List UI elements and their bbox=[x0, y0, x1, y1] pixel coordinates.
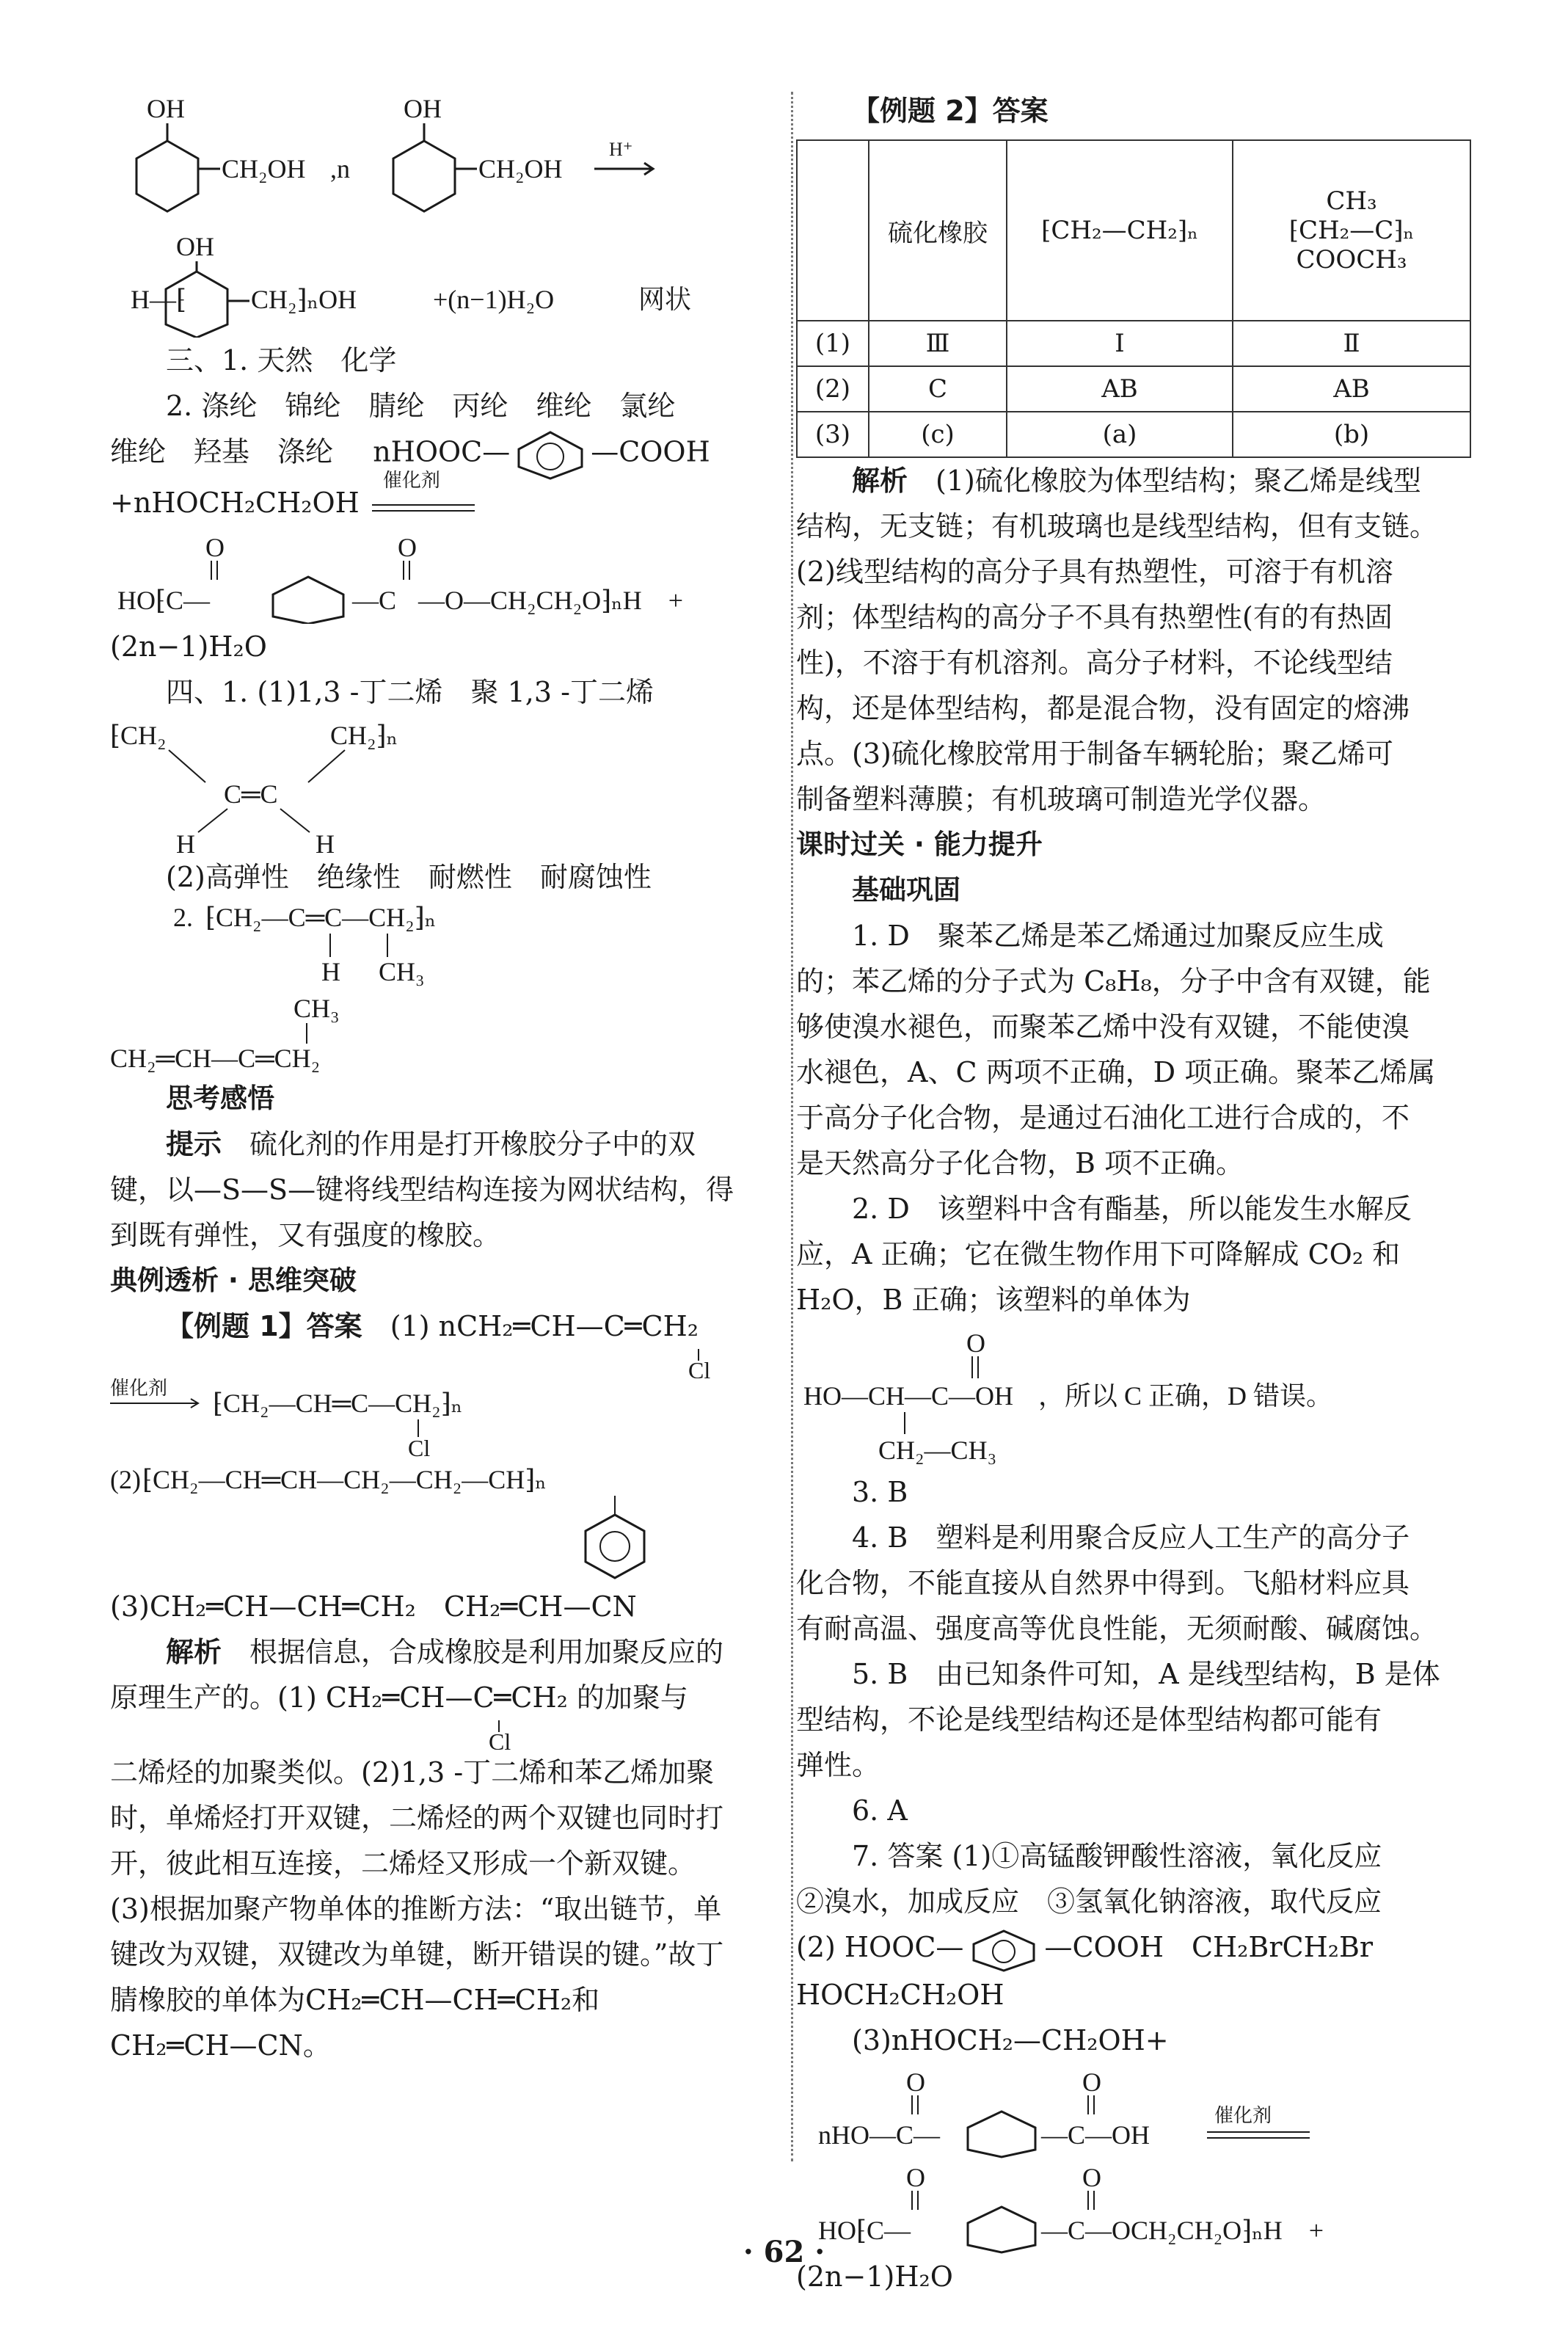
terephthalic-right: —COOH bbox=[591, 435, 710, 468]
table-header-cell bbox=[797, 140, 869, 321]
catalyst-label: 催化剂 bbox=[382, 469, 440, 492]
salicyl-alcohol-reactants bbox=[110, 88, 792, 228]
svg-text:CH₂⁆ₙ: CH₂⁆ₙ bbox=[330, 720, 398, 750]
svg-text:CH₃: CH₃ bbox=[293, 993, 340, 1023]
table-header-cell-pmma bbox=[1233, 140, 1470, 321]
ex2-answer-table bbox=[796, 139, 1471, 458]
chloroprene-polymer bbox=[110, 1378, 792, 1459]
pmma-chain: ⁅CH₂—C⁆ₙ bbox=[1288, 216, 1415, 245]
polyester-water: (2n−1)H₂O bbox=[110, 630, 267, 663]
svg-text:—C—OCH₂CH₂O⁆ₙH +: —C—OCH₂CH₂O⁆ₙH + bbox=[1041, 2215, 1324, 2245]
analysis2-line3: (2)线型结构的高分子具有热塑性，可溶于有机溶 bbox=[796, 556, 1393, 588]
polyester-product bbox=[110, 528, 792, 624]
svg-text:O: O bbox=[1082, 2162, 1101, 2192]
svg-text:OH: OH bbox=[176, 232, 214, 261]
svg-text:O: O bbox=[1082, 2067, 1101, 2097]
analysis2-line2: 结构，无支链；有机玻璃也是线型结构，但有支链。 bbox=[796, 510, 1438, 542]
hint-line2: 键，以—S—S—键将线型结构连接为网状结构，得 bbox=[110, 1173, 734, 1206]
hint-line1 bbox=[110, 1121, 792, 1167]
svg-text:CH₂OH: CH₂OH bbox=[478, 154, 563, 183]
ex1-reactant-cl bbox=[110, 1349, 792, 1378]
table-header-cell: 硫化橡胶 bbox=[869, 140, 1007, 321]
q2-conclusion: ，所以 C 正确，D 错误。 bbox=[1038, 1381, 1333, 1411]
polyester-tail: —O—CH₂CH₂O⁆ₙH + bbox=[418, 585, 684, 615]
sec4-item2-number: 2. bbox=[173, 902, 193, 932]
svg-text:CH₃: CH₃ bbox=[379, 956, 425, 986]
table-row: (3) (c) (a) (b) bbox=[797, 412, 1470, 457]
q7-terephthalic-left: (2) HOOC— bbox=[796, 1931, 964, 1963]
q4-line1: 4. B 塑料是利用聚合反应人工生产的高分子 bbox=[852, 1521, 1410, 1554]
q2-line1: 2. D 该塑料中含有酯基，所以能发生水解反 bbox=[852, 1193, 1412, 1225]
svg-text:Cl: Cl bbox=[408, 1434, 431, 1459]
analysis1-line3: 二烯烃的加聚类似。(2)1,3 -丁二烯和苯乙烯加聚 bbox=[110, 1756, 715, 1789]
svg-text:Cl: Cl bbox=[688, 1356, 711, 1378]
q1-line5: 于高分子化合物，是通过石油化工进行合成的，不 bbox=[796, 1102, 1410, 1134]
svg-text:⁅CH₂—C═C—CH₂⁆ₙ: ⁅CH₂—C═C—CH₂⁆ₙ bbox=[205, 902, 437, 932]
ex1-label: 【例题 1】答案 bbox=[166, 1309, 362, 1342]
polyisoprene-structure bbox=[110, 900, 792, 988]
svg-text:—C: —C bbox=[352, 585, 397, 615]
svg-text:CH₂⁆ₙOH: CH₂⁆ₙOH bbox=[251, 285, 357, 314]
ex2-label: 【例题 2】答案 bbox=[852, 95, 1049, 127]
section-title-practice: 课时过关 · 能力提升 bbox=[796, 829, 1043, 860]
svg-text:CH₂—CH₃: CH₂—CH₃ bbox=[878, 1436, 997, 1465]
table-header-cell: ⁅CH₂—CH₂⁆ₙ bbox=[1007, 140, 1233, 321]
analysis1-line7: 键改为双键，双键改为单键，断开错误的键。”故丁 bbox=[110, 1938, 724, 1971]
q5-line3: 弹性。 bbox=[796, 1749, 880, 1781]
monomer-chain: HO—CH—C—OH bbox=[803, 1381, 1014, 1411]
page-number: · 62 · bbox=[743, 2235, 825, 2269]
analysis1-line1 bbox=[110, 1629, 792, 1675]
q7-item3: (3)nHOCH₂—CH₂OH+ bbox=[852, 2023, 1169, 2056]
q1-line6: 是天然高分子化合物，B 项不正确。 bbox=[796, 1147, 1244, 1179]
q7-line2: ②溴水，加成反应 ③氢氧化钠溶液，取代反应 bbox=[796, 1885, 1382, 1918]
benzene-ring-icon bbox=[510, 429, 591, 480]
q5-line2: 型结构，不论是线型结构还是体型结构都可能有 bbox=[796, 1703, 1382, 1736]
water-term: +(n−1)H₂O bbox=[433, 285, 555, 314]
svg-text:H: H bbox=[321, 956, 340, 986]
svg-text:HO⁅C—: HO⁅C— bbox=[818, 2215, 911, 2245]
table-row: (2) C AB AB bbox=[797, 366, 1470, 412]
analysis-label: 解析 bbox=[166, 1635, 222, 1668]
hint-line3: 到既有弹性，又有强度的橡胶。 bbox=[110, 1218, 501, 1251]
ex1-item3: (3)CH₂═CH—CH═CH₂ CH₂═CH—CN bbox=[110, 1590, 637, 1623]
q2-line3: H₂O，B 正确；该塑料的单体为 bbox=[796, 1284, 1191, 1316]
benzene-ring-icon bbox=[963, 1928, 1044, 1972]
analysis2-line1: 解析 (1)硫化橡胶为体型结构；聚乙烯是线型 bbox=[852, 465, 1421, 497]
svg-text:OH: OH bbox=[147, 94, 185, 123]
ex1-reactant: (1) nCH₂═CH—C═CH₂ bbox=[390, 1309, 699, 1342]
svg-text:⁅CH₂—CH═C—CH₂⁆ₙ: ⁅CH₂—CH═C—CH₂⁆ₙ bbox=[213, 1388, 463, 1418]
q7-terephthalic-right: —COOH CH₂BrCH₂Br bbox=[1044, 1931, 1374, 1963]
svg-text:HO⁅C—: HO⁅C— bbox=[117, 585, 211, 615]
q5-line1: 5. B 由已知条件可知，A 是线型结构，B 是体 bbox=[852, 1658, 1440, 1690]
catalyst-label-2: 催化剂 bbox=[110, 1378, 168, 1399]
q7-water: (2n−1)H₂O bbox=[796, 2260, 953, 2293]
left-column bbox=[110, 88, 792, 2068]
svg-text:O: O bbox=[205, 532, 225, 562]
analysis1-line2: 原理生产的。(1) CH₂═CH—C═CH₂ 的加聚与 bbox=[110, 1681, 688, 1714]
sec3-item2-b bbox=[110, 429, 792, 480]
hint-label: 提示 bbox=[166, 1127, 222, 1160]
q2-line2: 应，A 正确；它在微生物作用下可降解成 CO₂ 和 bbox=[796, 1238, 1401, 1270]
analysis2-line4: 剂；体型结构的高分子不具有热塑性(有的有热固 bbox=[796, 601, 1393, 633]
q7-glycol: HOCH₂CH₂OH bbox=[796, 1978, 1004, 2011]
q1-line1: 1. D 聚苯乙烯是苯乙烯通过加聚反应生成 bbox=[852, 920, 1384, 952]
svg-text:CH₂═CH—C═CH₂: CH₂═CH—C═CH₂ bbox=[110, 1043, 321, 1073]
q3: 3. B bbox=[852, 1476, 908, 1508]
polybutadiene-structure bbox=[110, 715, 792, 854]
sec3-item1: 三、1. 天然 化学 bbox=[166, 344, 397, 377]
analysis-text-0: 根据信息，合成橡胶是利用加聚反应的 bbox=[249, 1635, 724, 1668]
q4-line2: 化合物，不能直接从自然界中得到。飞船材料应具 bbox=[796, 1567, 1410, 1599]
q7-item2 bbox=[796, 1924, 1482, 1972]
q7-line1: 7. 答案 (1)①高锰酸钾酸性溶液，氧化反应 bbox=[852, 1840, 1382, 1872]
sec4-item1: 四、1. (1)1,3 -丁二烯 聚 1,3 -丁二烯 bbox=[166, 675, 654, 708]
svg-text:O: O bbox=[398, 532, 417, 562]
q6: 6. A bbox=[852, 1794, 908, 1827]
svg-text:O: O bbox=[906, 2067, 925, 2097]
right-column bbox=[796, 88, 1482, 2299]
analysis1-line5: 开，彼此相互连接，二烯烃又形成一个新双键。 bbox=[110, 1847, 696, 1880]
ex1-line bbox=[110, 1303, 792, 1349]
svg-text:C═C: C═C bbox=[224, 779, 278, 809]
svg-text:Cl: Cl bbox=[489, 1728, 511, 1750]
svg-text:CH₂OH: CH₂OH bbox=[222, 154, 306, 183]
svg-text:⁅CH₂—CH═CH—CH₂—CH₂—CH⁆ₙ: ⁅CH₂—CH═CH—CH₂—CH₂—CH⁆ₙ bbox=[142, 1464, 547, 1494]
svg-text:H: H bbox=[176, 829, 195, 854]
analysis2-line5: 性)，不溶于有机溶剂。高分子材料，不论线型结 bbox=[796, 647, 1393, 679]
analysis1-line4: 时，单烯烃打开双键，二烯烃的两个双键也同时打 bbox=[110, 1801, 724, 1834]
hint-text: 硫化剂的作用是打开橡胶分子中的双 bbox=[249, 1127, 696, 1160]
q1-line4: 水褪色，A、C 两项不正确，D 项正确。聚苯乙烯属 bbox=[796, 1056, 1436, 1088]
network-word: 网状 bbox=[638, 285, 692, 314]
analysis1-line8: 腈橡胶的单体为CH₂═CH—CH═CH₂和 bbox=[110, 1983, 600, 2016]
glycol-line bbox=[110, 469, 792, 528]
isoprene-monomer bbox=[110, 988, 792, 1076]
pmma-ch3: CH₃ bbox=[1326, 186, 1377, 216]
phenolic-resin-product bbox=[110, 228, 792, 338]
table-row: (1) Ⅲ Ⅰ Ⅱ bbox=[797, 321, 1470, 366]
styrene-butadiene-polymer bbox=[110, 1459, 792, 1584]
svg-text:OH: OH bbox=[404, 94, 442, 123]
basic-title: 基础巩固 bbox=[852, 874, 960, 906]
analysis-label: 解析 bbox=[852, 465, 908, 497]
pmma-ester: COOCH₃ bbox=[1296, 245, 1407, 274]
sec3-item2-a: 2. 涤纶 锦纶 腈纶 丙纶 维纶 氯纶 bbox=[166, 390, 676, 422]
svg-text:H—⁅: H—⁅ bbox=[131, 285, 187, 314]
acid-catalyst-label: H⁺ bbox=[609, 139, 633, 160]
terephthalic-acid-structure bbox=[796, 2063, 1482, 2158]
glycol-term: +nHOCH₂CH₂OH bbox=[110, 487, 360, 519]
analysis1-line6: (3)根据加聚产物单体的推断方法：“取出链节，单 bbox=[110, 1892, 722, 1925]
sec4-properties: (2)高弹性 绝缘性 耐燃性 耐腐蚀性 bbox=[166, 860, 652, 893]
analysis2-line8: 制备塑料薄膜；有机玻璃可制造光学仪器。 bbox=[796, 783, 1327, 815]
svg-text:⁅CH₂: ⁅CH₂ bbox=[110, 720, 167, 750]
section-title-examples: 典例透析 · 思维突破 bbox=[110, 1264, 357, 1296]
think-title: 思考感悟 bbox=[166, 1082, 274, 1114]
svg-text:—C—OH: —C—OH bbox=[1041, 2120, 1151, 2150]
reactant-coefficient: ,n bbox=[330, 154, 350, 183]
terephthalic-left: nHOOC— bbox=[373, 435, 511, 468]
q1-line3: 够使溴水褪色，而聚苯乙烯中没有双键，不能使溴 bbox=[796, 1011, 1410, 1043]
catalyst-label-3: 催化剂 bbox=[1214, 2104, 1272, 2126]
analysis2-line7: 点。(3)硫化橡胶常用于制备车辆轮胎；聚乙烯可 bbox=[796, 738, 1393, 770]
ex1-item2: (2) bbox=[110, 1464, 141, 1494]
lactic-acid-monomer bbox=[796, 1323, 1482, 1469]
q1-line2: 的；苯乙烯的分子式为 C₈H₈，分子中含有双键，能 bbox=[796, 965, 1431, 997]
svg-text:nHO—C—: nHO—C— bbox=[818, 2120, 941, 2150]
analysis-cl bbox=[110, 1720, 792, 1750]
analysis2-line6: 构，还是体型结构，都是混合物，没有固定的熔沸 bbox=[796, 692, 1410, 724]
svg-text:O: O bbox=[906, 2162, 925, 2192]
svg-text:H: H bbox=[316, 829, 335, 854]
svg-text:O: O bbox=[966, 1328, 985, 1358]
sec3-fibers: 维纶 羟基 涤纶 bbox=[110, 435, 334, 468]
analysis1-line9: CH₂═CH—CN。 bbox=[110, 2029, 331, 2062]
q4-line3: 有耐高温、强度高等优良性能，无须耐酸、碱腐蚀。 bbox=[796, 1612, 1438, 1645]
table-header-row bbox=[797, 140, 1470, 321]
